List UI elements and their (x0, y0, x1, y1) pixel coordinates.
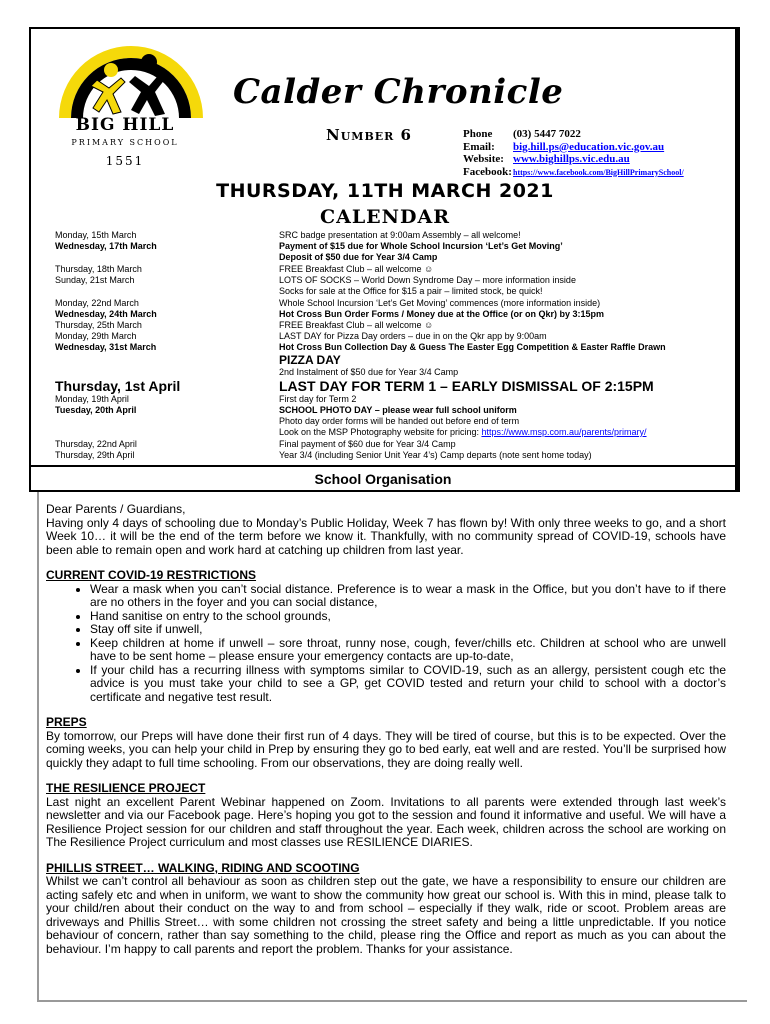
calendar-event: 2nd Instalment of $50 due for Year 3/4 Camp (279, 367, 459, 377)
website-link[interactable]: www.bighillps.vic.edu.au (513, 153, 630, 165)
frame-shadow (737, 27, 740, 492)
covid-heading: CURRENT COVID-19 RESTRICTIONS (46, 568, 257, 582)
phone-label: Phone (463, 128, 493, 140)
calendar-event: Year 3/4 (including Senior Unit Year 4’s) Camp departs (note sent home today) (279, 450, 592, 460)
msp-link[interactable]: https://www.msp.com.au/parents/primary/ (481, 427, 647, 437)
calendar-date: Wednesday, 17th March (55, 241, 157, 251)
school-name: BIG HILL (75, 115, 175, 135)
issue-date: THURSDAY, 11TH MARCH 2021 (216, 180, 554, 202)
calendar-date: Thursday, 18th March (55, 264, 142, 274)
calendar-event: LOTS OF SOCKS – World Down Syndrome Day – more information inside (279, 275, 576, 285)
calendar-heading: CALENDAR (319, 206, 451, 228)
content-border-left (37, 492, 39, 1002)
list-item: • Stay off site if unwell, (90, 623, 726, 637)
list-item: • Hand sanitise on entry to the school grounds, (90, 610, 726, 624)
website-label: Website: (463, 153, 504, 165)
issue-number: Number 6 (326, 126, 412, 144)
newsletter-title: Calder Chronicle (233, 72, 564, 112)
list-item: • Wear a mask when you can’t social distance. Preference is to wear a mask in the Office, but you don’t have to if there are no others in the foyer and you can social distance, (90, 583, 726, 610)
calendar-date: Monday, 29th March (55, 331, 137, 341)
phone-value: (03) 5447 7022 (513, 128, 581, 140)
resilience-heading: THE RESILIENCE PROJECT (46, 781, 206, 795)
content-border-bottom (37, 1000, 747, 1002)
facebook-link[interactable]: https://www.facebook.com/BigHillPrimarySchool/ (513, 167, 684, 177)
calendar-event: LAST DAY FOR TERM 1 – EARLY DISMISSAL OF 2:15PM (279, 378, 654, 394)
letter-body (46, 503, 726, 956)
greeting: Dear Parents / Guardians, (46, 502, 186, 516)
calendar-date: Sunday, 21st March (55, 275, 135, 285)
calendar-date: Thursday, 25th March (55, 320, 142, 330)
calendar-date: Thursday, 29th April (55, 450, 135, 460)
preps-heading: PREPS (46, 715, 87, 729)
list-item: • Keep children at home if unwell – sore throat, runny nose, cough, fever/chills etc. Children at school who are unwell have to be sent home – please ensure your emergency contacts are up-to-date, (90, 637, 726, 664)
preps-paragraph: By tomorrow, our Preps will have done their first run of 4 days. They will be tired of course, but this is to be expected. Over the coming weeks, you can help your child in Prep by ensuring they go to bed early, eat well and are rested. You’ll be surprised how quickly they adapt to full time schooling. From our observations, they are doing really well. (46, 728, 726, 770)
calendar-event: Hot Cross Bun Order Forms / Money due at the Office (or on Qkr) by 3:15pm (279, 309, 605, 319)
list-item: • If your child has a recurring illness with symptoms similar to COVID-19, such as an allergy, persistent cough etc the advice is you must take your child to see a GP, get COVID tested and return your child to school with a doctor’s certificate and negative test result. (90, 664, 726, 705)
calendar-event: SRC badge presentation at 9:00am Assembly – all welcome! (279, 230, 521, 240)
calendar-event (279, 427, 647, 438)
school-subtitle: PRIMARY SCHOOL (71, 138, 179, 147)
calendar-event-text: Look on the MSP Photography website for pricing: (279, 427, 482, 437)
calendar-event: FREE Breakfast Club – all welcome ☺ (279, 264, 434, 274)
calendar-event: PIZZA DAY (279, 353, 341, 367)
phillis-paragraph: Whilst we can’t control all behaviour as soon as children step out the gate, we have a responsibility to ensure our children are acting safely etc and when in uniform, we want to show the community how great our school is. With this in mind, please talk to your child/ren about their conduct on the way to and from school – especially if they walk, ride or scoot. Problem areas are driveways and Phillis Street… with some children not crossing the street safety and being a little unpredictable. If you notice behaviour of concern, rather than say something to the child, please ring the Office and report as much as you can about the behaviour. I’m happy to call parents and report the problem. Thanks for your assistance. (46, 874, 726, 956)
calendar-date: Monday, 19th April (55, 394, 129, 404)
calendar-date: Monday, 22nd March (55, 298, 139, 308)
calendar-event: First day for Term 2 (279, 394, 357, 404)
calendar-event: Deposit of $50 due for Year 3/4 Camp (279, 252, 438, 262)
calendar-date: Wednesday, 24th March (55, 309, 157, 319)
calendar-date: Wednesday, 31st March (55, 342, 157, 352)
calendar-event: Socks for sale at the Office for $15 a pair – limited stock, be quick! (279, 286, 543, 296)
calendar-event: Hot Cross Bun Collection Day & Guess The Easter Egg Competition & Easter Raffle Drawn (279, 342, 666, 352)
logo-arch-icon (51, 40, 211, 120)
covid-list (46, 583, 726, 705)
school-logo (51, 40, 211, 170)
resilience-paragraph: Last night an excellent Parent Webinar happened on Zoom. Invitations to all parents were extended through last week’s newsletter and via our Facebook page. Here’s hoping you got to the session and found it informative and useful. We will have a Resilience Project session for our children and staff throughout the year. Each week, children across the school are working on The Resilience Project curriculum and most classes use RESILIENCE DIARIES. (46, 794, 726, 849)
intro-paragraph: Having only 4 days of schooling due to Monday’s Public Holiday, Week 7 has flown by! With only three weeks to go, and a short Week 10… it will be the end of the term before we know it. Thankfully, with no community spread of COVID-19, schools have been able to remain open and work hard at catching up children from last year. (46, 515, 726, 557)
phillis-heading: PHILLIS STREET… WALKING, RIDING AND SCOOTING (46, 860, 360, 875)
calendar-date: Monday, 15th March (55, 230, 137, 240)
calendar-event: Final payment of $60 due for Year 3/4 Camp (279, 439, 456, 449)
facebook-label: Facebook: (463, 165, 512, 178)
calendar-event: LAST DAY for Pizza Day orders – due in on the Qkr app by 9:00am (279, 331, 547, 341)
calendar-event: Payment of $15 due for Whole School Incursion ‘Let’s Get Moving’ (279, 241, 563, 251)
calendar-event: Photo day order forms will be handed out before end of term (279, 416, 520, 426)
calendar-event: Whole School Incursion ‘Let’s Get Moving’ commences (more information inside) (279, 298, 601, 308)
calendar-date: Thursday, 1st April (55, 378, 181, 394)
calendar-event: SCHOOL PHOTO DAY – please wear full school uniform (279, 405, 517, 415)
calendar-event: FREE Breakfast Club – all welcome ☺ (279, 320, 434, 330)
email-label: Email: (463, 140, 495, 153)
calendar-date: Thursday, 22nd April (55, 439, 137, 449)
calendar-date: Tuesday, 20th April (55, 405, 137, 415)
school-year: 1551 (105, 154, 145, 168)
school-organisation-heading: School Organisation (29, 465, 737, 492)
email-link[interactable]: big.hill.ps@education.vic.gov.au (513, 140, 665, 153)
contact-block (463, 128, 684, 179)
